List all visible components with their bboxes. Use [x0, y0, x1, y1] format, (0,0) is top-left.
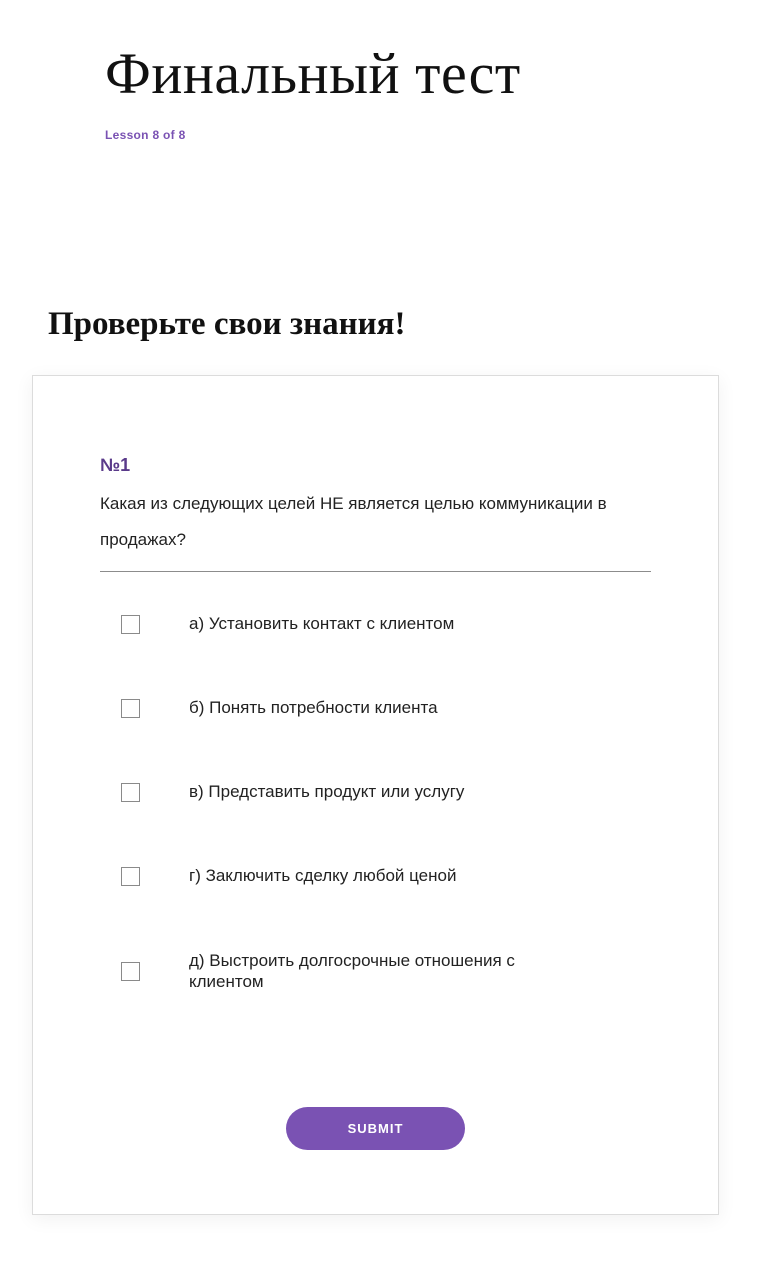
question-divider [100, 571, 651, 572]
question-number: №1 [100, 455, 131, 475]
answer-checkbox-b[interactable] [121, 699, 140, 718]
answer-option-c[interactable] [121, 783, 621, 802]
answer-option-a[interactable] [121, 615, 621, 634]
answer-label-c[interactable]: в) Представить продукт или услугу [189, 782, 465, 801]
answer-option-e[interactable] [121, 951, 621, 991]
answer-option-d[interactable] [121, 867, 621, 886]
answer-label-d[interactable]: г) Заключить сделку любой ценой [189, 866, 457, 885]
answer-checkbox-d[interactable] [121, 867, 140, 886]
answer-checkbox-e[interactable] [121, 962, 140, 981]
answer-label-b[interactable]: б) Понять потребности клиента [189, 698, 438, 717]
submit-button[interactable]: SUBMIT [286, 1107, 465, 1150]
answer-checkbox-a[interactable] [121, 615, 140, 634]
quiz-card [32, 375, 719, 1215]
answer-checkbox-c[interactable] [121, 783, 140, 802]
section-heading: Проверьте свои знания! [48, 306, 406, 342]
question-text: Какая из следующих целей НЕ является целью коммуникации в продажах? [100, 494, 607, 549]
answer-label-a[interactable]: а) Установить контакт с клиентом [189, 614, 455, 633]
lesson-title: Финальный тест [105, 41, 521, 106]
lesson-progress: Lesson 8 of 8 [105, 128, 186, 142]
answer-option-b[interactable] [121, 699, 621, 718]
answer-label-e[interactable]: д) Выстроить долгосрочные отношения с клиентом [189, 951, 515, 991]
